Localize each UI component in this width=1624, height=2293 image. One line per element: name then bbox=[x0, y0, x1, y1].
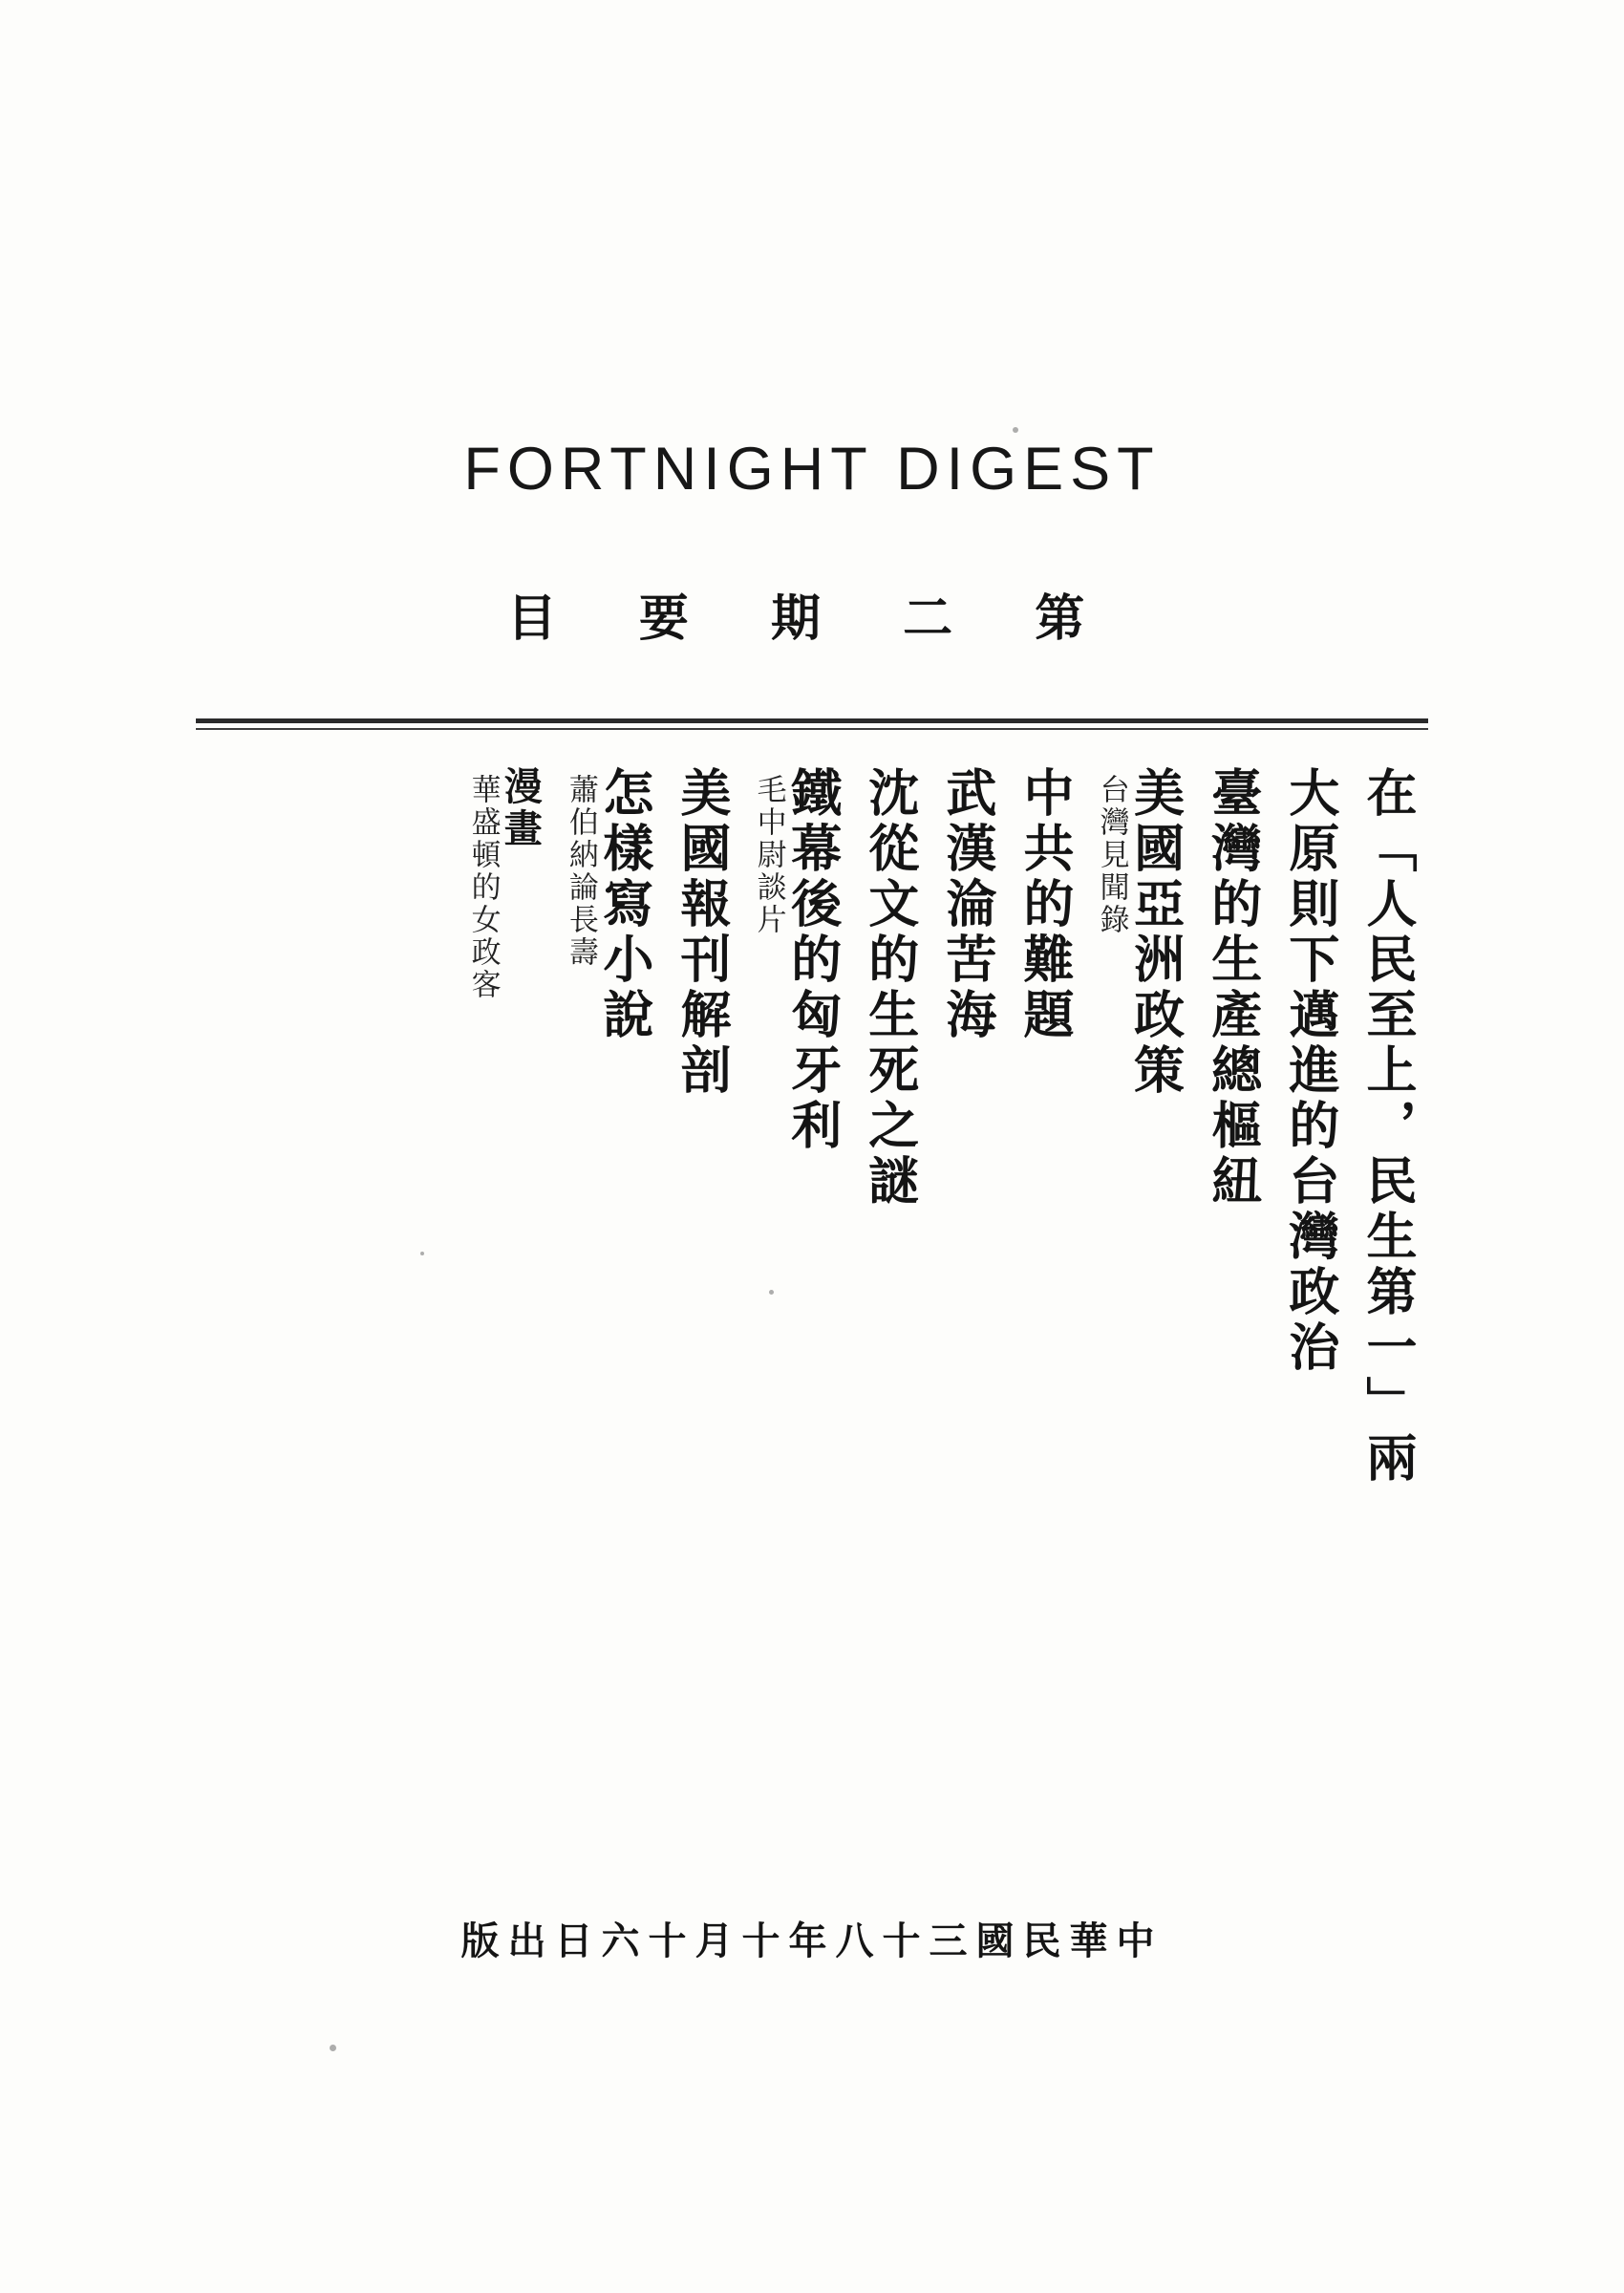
list-item bbox=[1094, 764, 1186, 1099]
scan-speck bbox=[1013, 427, 1018, 433]
divider bbox=[196, 718, 1428, 730]
list-item bbox=[1358, 764, 1418, 1487]
list-item bbox=[673, 764, 733, 1099]
toc-entry-title: 大原則下邁進的台灣政治 bbox=[1280, 766, 1340, 1376]
toc-entry-byline: 台灣見聞錄 bbox=[1094, 774, 1129, 936]
page-title: FORTNIGHT DIGEST bbox=[463, 436, 1161, 503]
toc-entry-title: 美國亞洲政策 bbox=[1125, 766, 1186, 1099]
toc-entry-title: 漫畫 bbox=[498, 766, 544, 850]
publication-date: 中華民國三十八年十月十六日出版 bbox=[460, 1918, 1164, 1963]
list-item bbox=[860, 764, 920, 1210]
issue-heading: 第 二 期 要 目 bbox=[506, 589, 1118, 648]
list-item bbox=[465, 764, 544, 1001]
toc-entry-title: 怎樣寫小說 bbox=[594, 766, 654, 1043]
list-item bbox=[1203, 764, 1263, 1210]
toc-entry-title: 臺灣的生產總樞紐 bbox=[1203, 766, 1263, 1210]
list-item bbox=[1015, 764, 1076, 1043]
list-item bbox=[1280, 764, 1340, 1376]
scan-speck bbox=[769, 1290, 774, 1295]
toc-entry-byline: 蕭伯納論長壽 bbox=[563, 774, 598, 969]
table-of-contents bbox=[220, 764, 1418, 1911]
toc-entry-byline: 毛中尉談片 bbox=[751, 774, 786, 936]
toc-entry-title: 沈從文的生死之謎 bbox=[860, 766, 920, 1210]
scan-speck bbox=[420, 1252, 424, 1255]
list-item bbox=[751, 764, 843, 1154]
divider-thin-line bbox=[196, 728, 1428, 730]
list-item bbox=[563, 764, 654, 1043]
scan-speck bbox=[330, 2045, 336, 2051]
list-item bbox=[937, 764, 997, 1043]
divider-thick-line bbox=[196, 718, 1428, 723]
toc-entry-title: 鐵幕後的匈牙利 bbox=[782, 766, 843, 1154]
toc-entry-title: 武漢淪苦海 bbox=[937, 766, 997, 1043]
toc-entry-title: 中共的難題 bbox=[1015, 766, 1076, 1043]
toc-entry-title: 美國報刊解剖 bbox=[673, 766, 733, 1099]
toc-entry-byline: 華盛頓的女政客 bbox=[465, 774, 501, 1001]
toc-entry-title: 在「人民至上，民生第一」兩 bbox=[1358, 766, 1418, 1487]
